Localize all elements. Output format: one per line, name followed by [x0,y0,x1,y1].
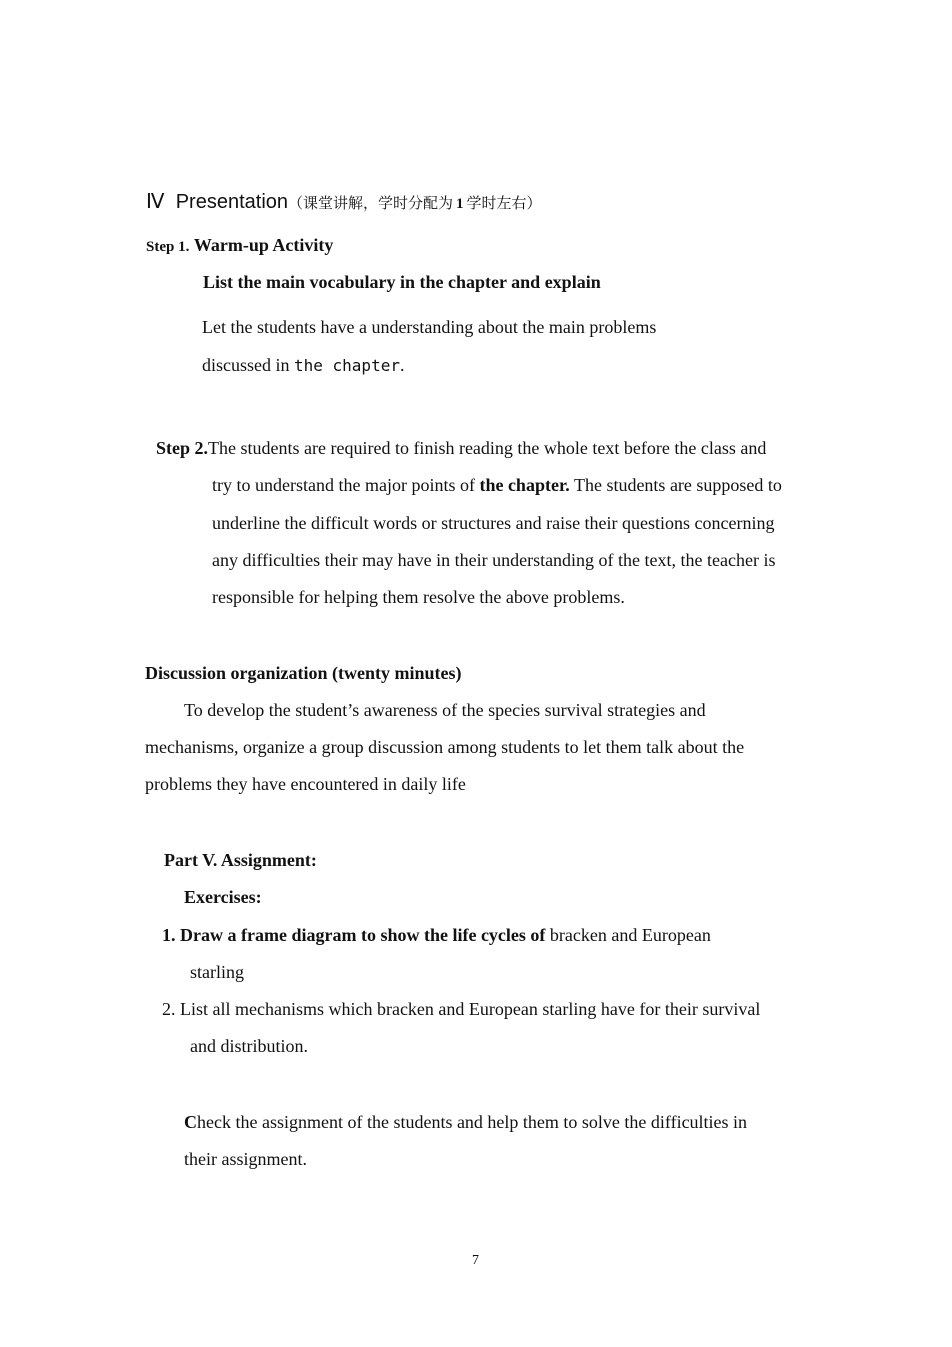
step2-line1 [156,437,822,459]
step1-label: Step 1. [146,239,190,255]
page-number: 7 [472,1253,479,1268]
section-note-end: 学时左右） [466,194,542,212]
exercise-item-2: 2. List all mechanisms which bracken and European starling have for their survival [162,999,761,1019]
step2-line4: any difficulties their may have in their understanding of the text, the teacher is [212,550,776,570]
exercise-item-1-cont: starling [190,962,244,982]
section-title: Presentation [175,191,289,213]
step1-subtitle: List the main vocabulary in the chapter and explain [203,272,601,292]
step2-line5: responsible for helping them resolve the above problems. [212,587,625,607]
discussion-line3: problems they have encountered in daily life [145,774,466,794]
step2-label: Step 2. [156,438,209,458]
step2-line2-end: The students are supposed to [569,475,782,495]
exercise-item-1 [162,924,809,946]
step2-line2-bold: the chapter. [479,475,570,495]
section-numeral: Ⅳ [146,189,165,213]
exercises-heading: Exercises: [184,887,262,907]
step2-line2 [212,474,822,496]
step1-line2-end: . [399,355,405,375]
step1-line2-start: discussed in [202,355,294,375]
check-first-letter: C [184,1112,197,1132]
discussion-line2: mechanisms, organize a group discussion among students to let them talk about the [145,737,745,757]
check-line2: their assignment. [184,1149,307,1169]
exercise-item-1-rest: bracken and European [545,925,711,945]
step2-line3: underline the difficult words or structures and raise their questions concerning [212,513,775,533]
section-heading [146,188,542,217]
step1-line2-mono: the chapter [294,356,400,375]
step1-line1: Let the students have a understanding about the main problems [202,317,657,337]
exercise-item-1-num: 1. [162,925,176,945]
step2-line2-start: try to understand the major points of [212,475,480,495]
discussion-line1: To develop the student’s awareness of the species survival strategies and [184,700,706,720]
check-line1-rest: heck the assignment of the students and help them to solve the difficulties in [197,1112,748,1132]
check-line1 [184,1111,809,1133]
step2-line1-text: The students are required to finish reading the whole text before the class and [208,438,767,458]
discussion-title: Discussion organization (twenty minutes) [145,663,462,683]
step1-line2 [202,354,404,377]
exercise-item-2-cont: and distribution. [190,1036,308,1056]
section-note-mid: 学时分配为 [378,194,454,212]
step1-title: Warm-up Activity [193,235,334,255]
section-note-num: 1 [456,196,464,212]
step1-heading [146,234,333,258]
section-note-open: （课堂讲解， [288,194,379,212]
exercise-item-1-bold: Draw a frame diagram to show the life cycles of [180,925,546,945]
assignment-title: Part V. Assignment: [164,850,317,870]
